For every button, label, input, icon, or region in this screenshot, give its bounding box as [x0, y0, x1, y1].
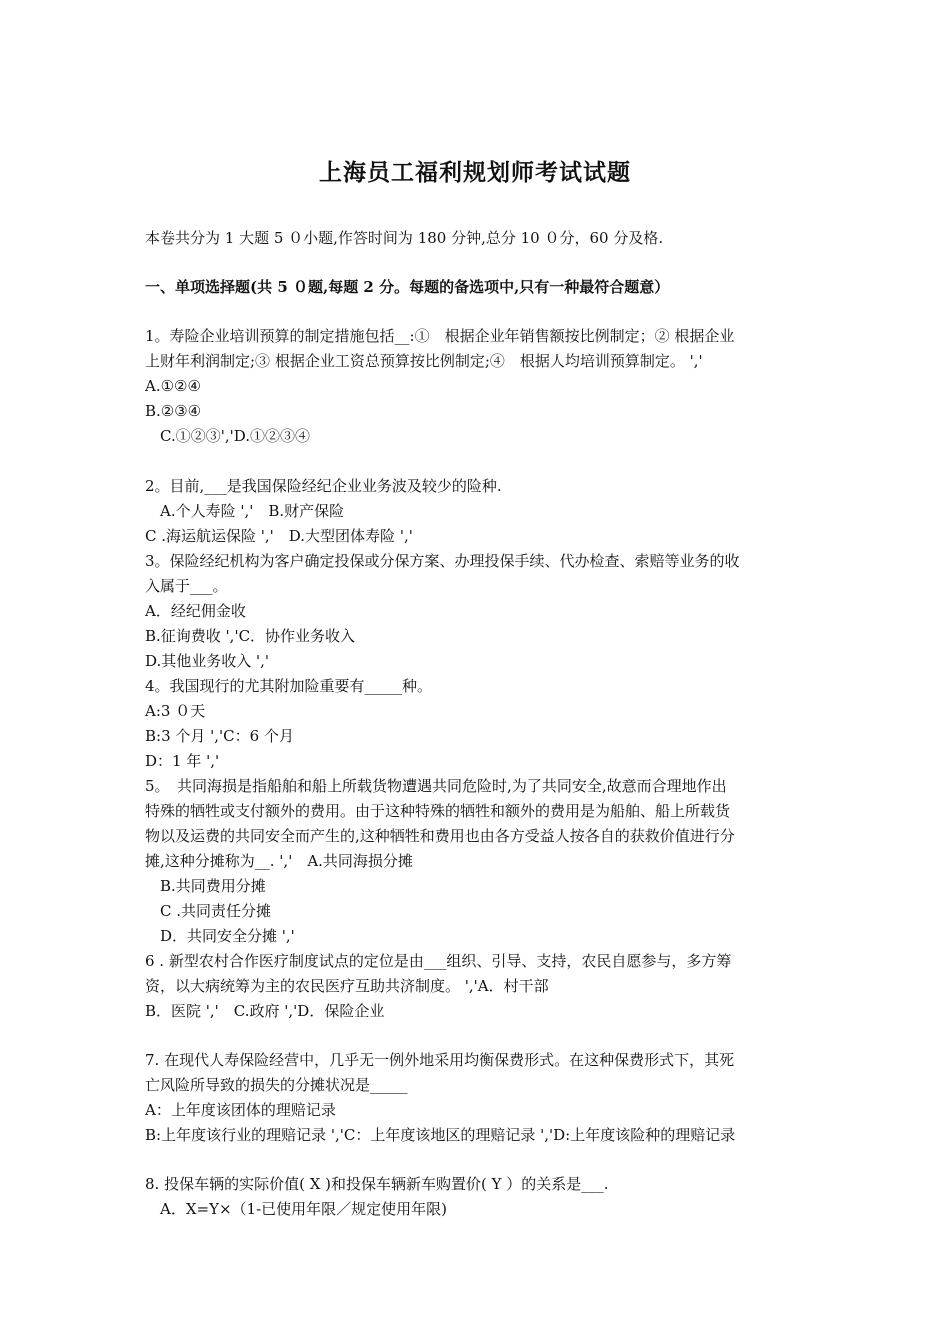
text-line: B．医院 ',' C.政府 ','D．保险企业	[145, 1002, 385, 1020]
text-line: 摊,这种分摊称为__. ',' A.共同海损分摊	[145, 852, 413, 870]
text-line: 5。 共同海损是指船舶和船上所载货物遭遇共同危险时,为了共同安全,故意而合理地作出	[145, 777, 727, 795]
text-line: D．共同安全分摊 ','	[145, 927, 295, 945]
text-line: A：上年度该团体的理赔记录	[145, 1101, 336, 1119]
text-line: D：1 年 ','	[145, 752, 220, 770]
section-heading: 一、单项选择题(共 5 ０题,每题 2 分。每题的备选项中,只有一种最符合题意）	[145, 278, 670, 296]
exam-intro: 本卷共分为 1 大题 5 ０小题,作答时间为 180 分钟,总分 10 ０分，60 分及格.	[145, 229, 664, 247]
text-line: 物以及运费的共同安全而产生的,这种牺牲和费用也由各方受益人按各自的获救价值进行分	[145, 827, 735, 845]
text-line: 1。寿险企业培训预算的制定措施包括__:① 根据企业年销售额按比例制定；② 根据企业	[145, 327, 735, 345]
text-line: 7. 在现代人寿保险经营中，几乎无一例外地采用均衡保费形式。在这种保费形式下，其死	[145, 1051, 735, 1069]
text-line: C .共同责任分摊	[145, 902, 272, 920]
text-line: A.个人寿险 ',' B.财产保险	[145, 502, 345, 520]
text-line: B:上年度该行业的理赔记录 ','C：上年度该地区的理赔记录 ','D:上年度该险种的理赔记录	[145, 1126, 736, 1144]
text-line: B.②③④	[145, 402, 202, 420]
text-line: C.①②③','D.①②③④	[145, 427, 310, 445]
text-line: 3。保险经纪机构为客户确定投保或分保方案、办理投保手续、代办检查、索赔等业务的收	[145, 552, 740, 570]
text-line: D.其他业务收入 ','	[145, 652, 270, 670]
text-line: A．经纪佣金收	[145, 602, 246, 620]
document-title: 上海员工福利规划师考试试题	[319, 159, 631, 186]
text-line: 8. 投保车辆的实际价值( X )和投保车辆新车购置价( Y ）的关系是___.	[145, 1175, 609, 1193]
text-line: 入属于___。	[145, 577, 228, 595]
text-line: B.征询费收 ','C．协作业务收入	[145, 627, 356, 645]
text-line: 6 . 新型农村合作医疗制度试点的定位是由___组织、引导、支持，农民自愿参与，多方筹	[145, 952, 732, 970]
text-line: 上财年利润制定;③ 根据企业工资总预算按比例制定;④ 根据人均培训预算制定。 ','	[145, 352, 703, 370]
text-line: A:3 ０天	[145, 702, 206, 720]
text-line: 亡风险所导致的损失的分摊状况是_____	[145, 1076, 408, 1094]
text-line: B.共同费用分摊	[145, 877, 266, 895]
text-line: A.①②④	[145, 377, 201, 395]
text-line: A．X=Y×（1-已使用年限／规定使用年限)	[145, 1200, 448, 1218]
text-line: 资，以大病统筹为主的农民医疗互助共济制度。 ','A．村干部	[145, 977, 549, 995]
text-line: 2。目前,___是我国保险经纪企业业务波及较少的险种.	[145, 477, 502, 495]
text-line: 特殊的牺牲或支付额外的费用。由于这种特殊的牺牲和额外的费用是为船舶、船上所载货	[145, 802, 731, 820]
text-line: C .海运航运保险 ',' D.大型团体寿险 ','	[145, 527, 413, 545]
text-line: 4。我国现行的尤其附加险重要有_____种。	[145, 677, 433, 695]
text-line: B:3 个月 ','C：6 个月	[145, 727, 294, 745]
